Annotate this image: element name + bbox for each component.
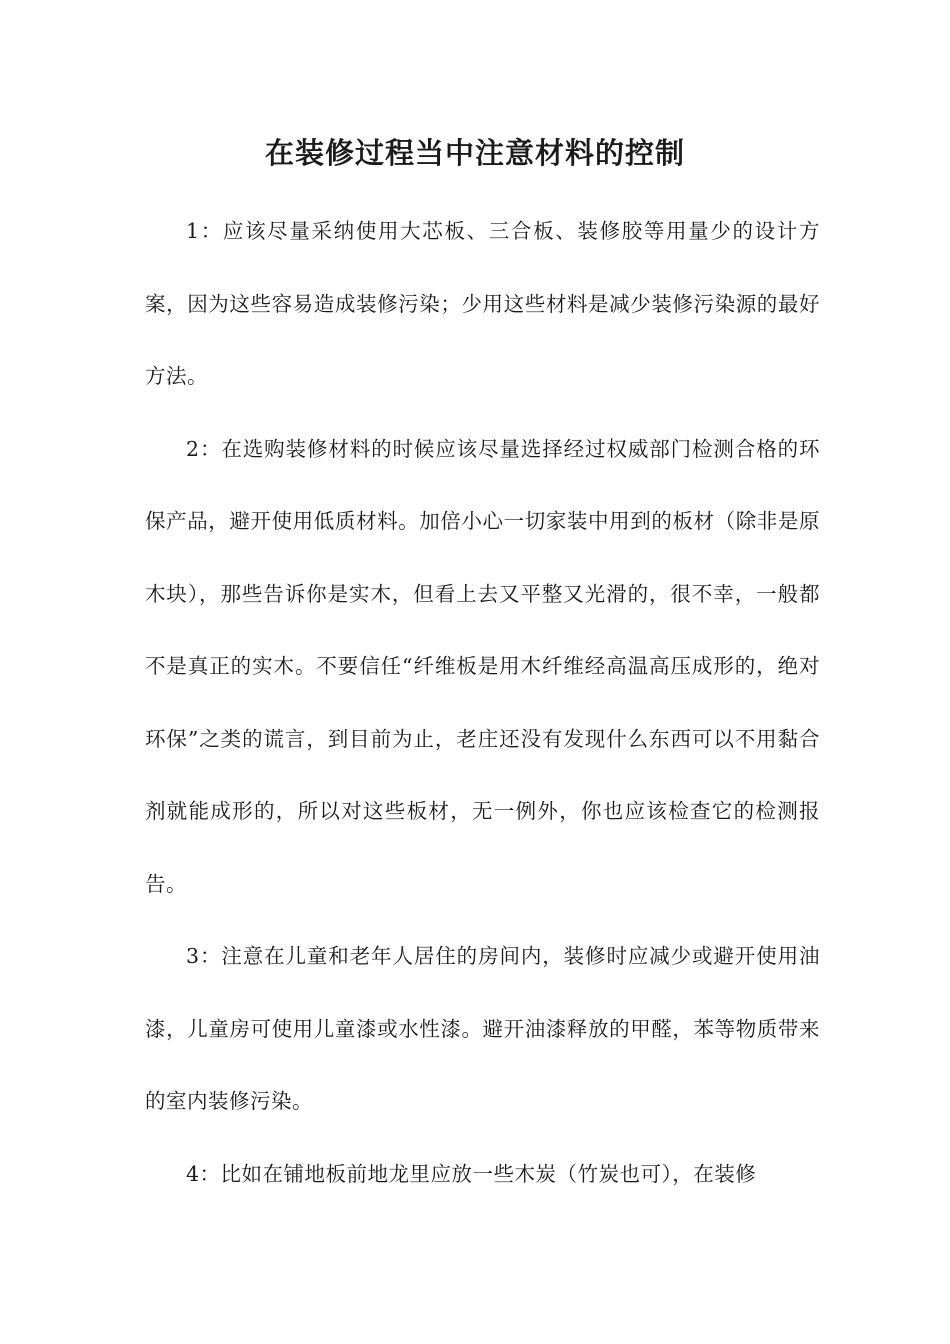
document-title: 在装修过程当中注意材料的控制 xyxy=(264,136,685,170)
paragraph-2: 2：在选购装修材料的时候应该尽量选择经过权威部门检测合格的环保产品，避开使用低质材料。加倍小心一切家装中用到的板材（除非是原木块），那些告诉你是实木，但看上去又平整又光滑的，很不幸，一般都不是真正的实木。不要信任“纤维板是用木纤维经高温高压成形的，绝对环保”之类的谎言，到目前为止，老庄还没有发现什么东西可以不用黏合剂就能成形的，所以对这些板材，无一例外，你也应该检查它的检测报告。 xyxy=(145,436,820,896)
paragraph-1: 1：应该尽量采纳使用大芯板、三合板、装修胶等用量少的设计方案，因为这些容易造成装修污染；少用这些材料是减少装修污染源的最好方法。 xyxy=(145,219,820,388)
paragraph-4: 4：比如在铺地板前地龙里应放一些木炭（竹炭也可），在装修 xyxy=(186,1161,757,1186)
paragraph-3: 3：注意在儿童和老年人居住的房间内，装修时应减少或避开使用油漆，儿童房可使用儿童漆或水性漆。避开油漆释放的甲醛，苯等物质带来的室内装修污染。 xyxy=(145,944,820,1113)
document-body xyxy=(145,195,820,1210)
